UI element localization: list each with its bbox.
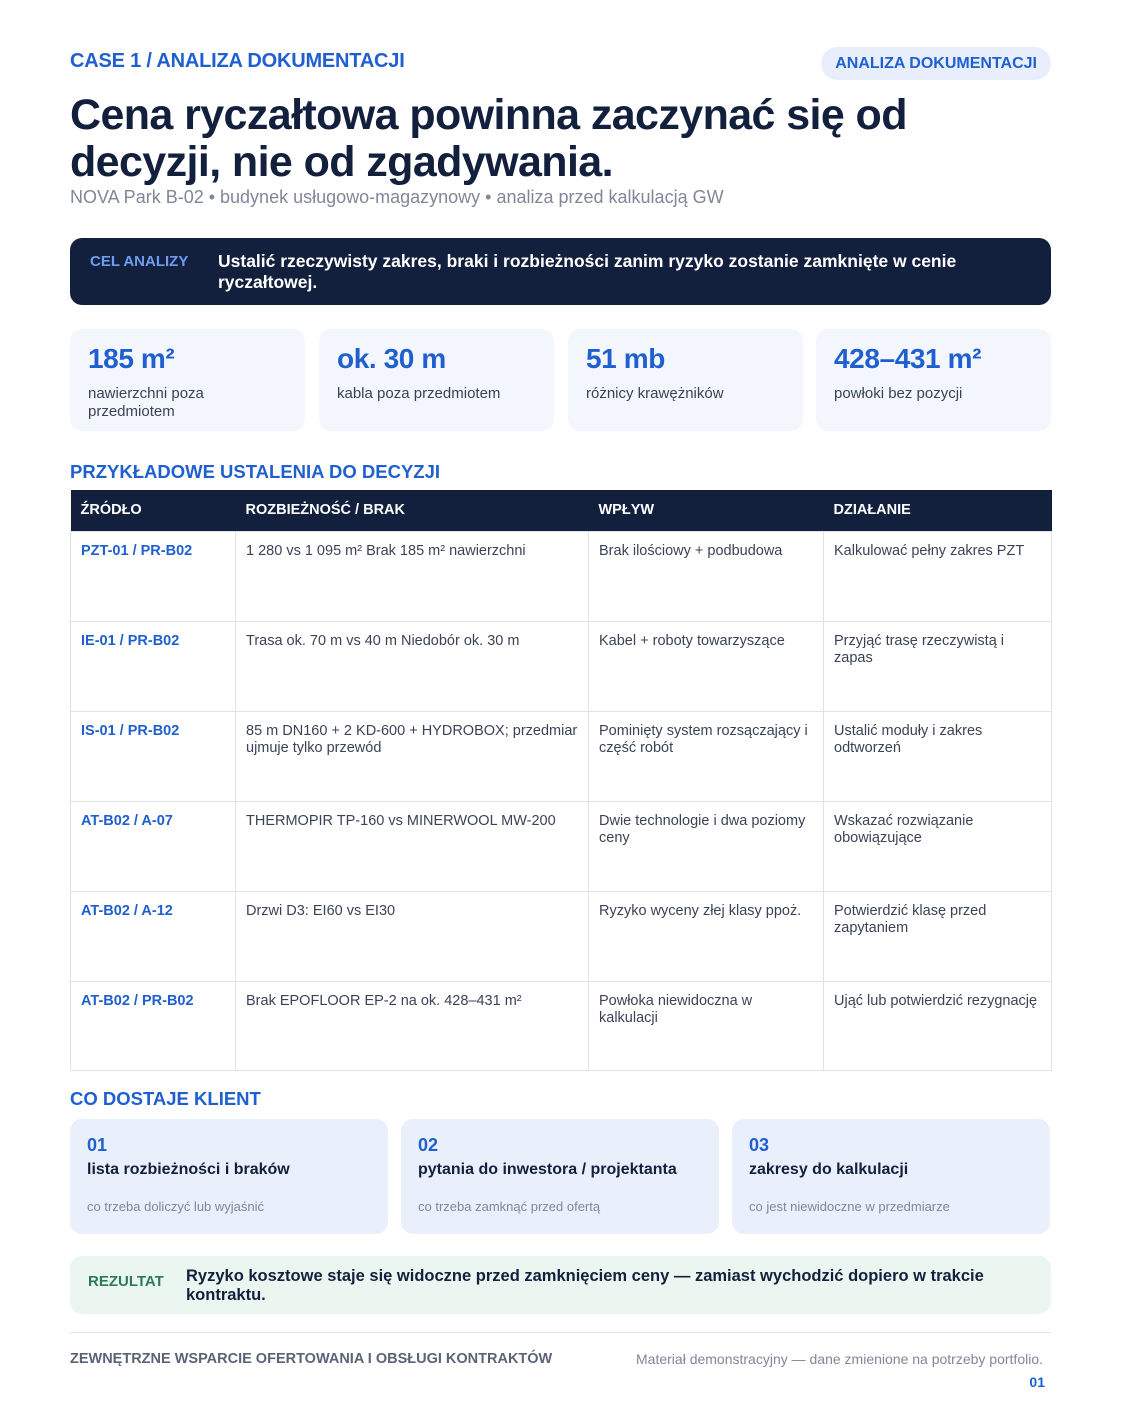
discrepancy-cell: Trasa ok. 70 m vs 40 m Niedobór ok. 30 m [236,621,589,711]
footer-divider [70,1332,1051,1333]
deliverable-card [401,1119,719,1234]
table-row [71,621,1052,711]
discrepancy-cell: Brak EPOFLOOR EP-2 na ok. 428–431 m² [236,981,589,1070]
card-number: 02 [418,1135,439,1155]
card-subtitle: co trzeba doliczyć lub wyjaśnić [87,1199,265,1214]
footer-disclaimer: Materiał demonstracyjny — dane zmienione na potrzeby portfolio. [636,1351,1043,1367]
source-cell: IS-01 / PR-B02 [71,711,236,801]
stat-label: kabla poza przedmiotem [337,385,501,402]
page-title: Cena ryczałtowa powinna zaczynać się od decyzji, nie od zgadywania. [70,91,907,186]
column-header-source: ŹRÓDŁO [71,490,236,531]
impact-cell: Pominięty system rozsączający i część robót [589,711,824,801]
footer-tagline: ZEWNĘTRZNE WSPARCIE OFERTOWANIA I OBSŁUGI KONTRAKTÓW [70,1351,553,1367]
source-cell: AT-B02 / PR-B02 [71,981,236,1070]
action-cell: Potwierdzić klasę przed zapytaniem [824,891,1052,981]
impact-cell: Kabel + roboty towarzyszące [589,621,824,711]
column-header-action: DZIAŁANIE [824,490,1052,531]
discrepancy-cell: 1 280 vs 1 095 m² Brak 185 m² nawierzchni [236,531,589,621]
discrepancy-cell: 85 m DN160 + 2 KD-600 + HYDROBOX; przedmiar ujmuje tylko przewód [236,711,589,801]
card-title: lista rozbieżności i braków [87,1161,290,1178]
action-cell: Ustalić moduły i zakres odtworzeń [824,711,1052,801]
source-cell: IE-01 / PR-B02 [71,621,236,711]
stat-card [319,329,554,431]
deliverable-card [732,1119,1050,1234]
deliverable-card [70,1119,388,1234]
impact-cell: Ryzyko wyceny złej klasy ppoż. [589,891,824,981]
page-number: 01 [1029,1374,1045,1390]
findings-heading: PRZYKŁADOWE USTALENIA DO DECYZJI [70,461,441,482]
column-header-impact: WPŁYW [589,490,824,531]
table-row [71,981,1052,1070]
stat-label: powłoki bez pozycji [834,385,963,402]
card-number: 01 [87,1135,108,1155]
action-cell: Wskazać rozwiązanie obowiązujące [824,801,1052,891]
stat-label: nawierzchni poza przedmiotem [88,385,204,420]
stat-card [568,329,803,431]
case-eyebrow: CASE 1 / ANALIZA DOKUMENTACJI [70,50,405,72]
impact-cell: Brak ilościowy + podbudowa [589,531,824,621]
table-row [71,801,1052,891]
action-cell: Ująć lub potwierdzić rezygnację [824,981,1052,1070]
result-banner [70,1256,1051,1314]
stat-value: ok. 30 m [337,343,446,374]
result-text: Ryzyko kosztowe staje się widoczne przed zamknięciem ceny — zamiast wychodzić dopiero w trakcie kontraktu. [186,1267,984,1304]
card-subtitle: co jest niewidoczne w przedmiarze [749,1199,950,1214]
goal-text: Ustalić rzeczywisty zakres, braki i rozbieżności zanim ryzyko zostanie zamknięte w cenie ryczałtowej. [218,251,957,292]
page-subtitle: NOVA Park B-02 • budynek usługowo-magazynowy • analiza przed kalkulacją GW [70,187,724,207]
findings-table [70,490,1052,1071]
stat-value: 185 m² [88,343,175,374]
table-row [71,531,1052,621]
stat-card [816,329,1051,431]
table-row [71,891,1052,981]
action-cell: Przyjąć trasę rzeczywistą i zapas [824,621,1052,711]
category-pill: ANALIZA DOKUMENTACJI [821,47,1051,80]
table-header-row [71,490,1052,531]
source-cell: PZT-01 / PR-B02 [71,531,236,621]
discrepancy-cell: THERMOPIR TP-160 vs MINERWOOL MW-200 [236,801,589,891]
card-number: 03 [749,1135,770,1155]
stats-row [70,329,1051,431]
goal-banner [70,238,1051,305]
goal-label: CEL ANALIZY [90,253,189,270]
deliverables-row [70,1119,1051,1234]
table-row [71,711,1052,801]
stat-card [70,329,305,431]
action-cell: Kalkulować pełny zakres PZT [824,531,1052,621]
card-title: pytania do inwestora / projektanta [418,1161,677,1178]
impact-cell: Powłoka niewidoczna w kalkulacji [589,981,824,1070]
stat-value: 428–431 m² [834,343,982,374]
stat-value: 51 mb [586,343,665,374]
card-title: zakresy do kalkulacji [749,1161,909,1178]
card-subtitle: co trzeba zamknąć przed ofertą [418,1199,601,1214]
discrepancy-cell: Drzwi D3: EI60 vs EI30 [236,891,589,981]
source-cell: AT-B02 / A-07 [71,801,236,891]
impact-cell: Dwie technologie i dwa poziomy ceny [589,801,824,891]
column-header-discrepancy: ROZBIEŻNOŚĆ / BRAK [236,490,589,531]
source-cell: AT-B02 / A-12 [71,891,236,981]
result-label: REZULTAT [88,1273,164,1290]
stat-label: różnicy krawężników [586,385,724,402]
client-heading: CO DOSTAJE KLIENT [70,1088,261,1109]
